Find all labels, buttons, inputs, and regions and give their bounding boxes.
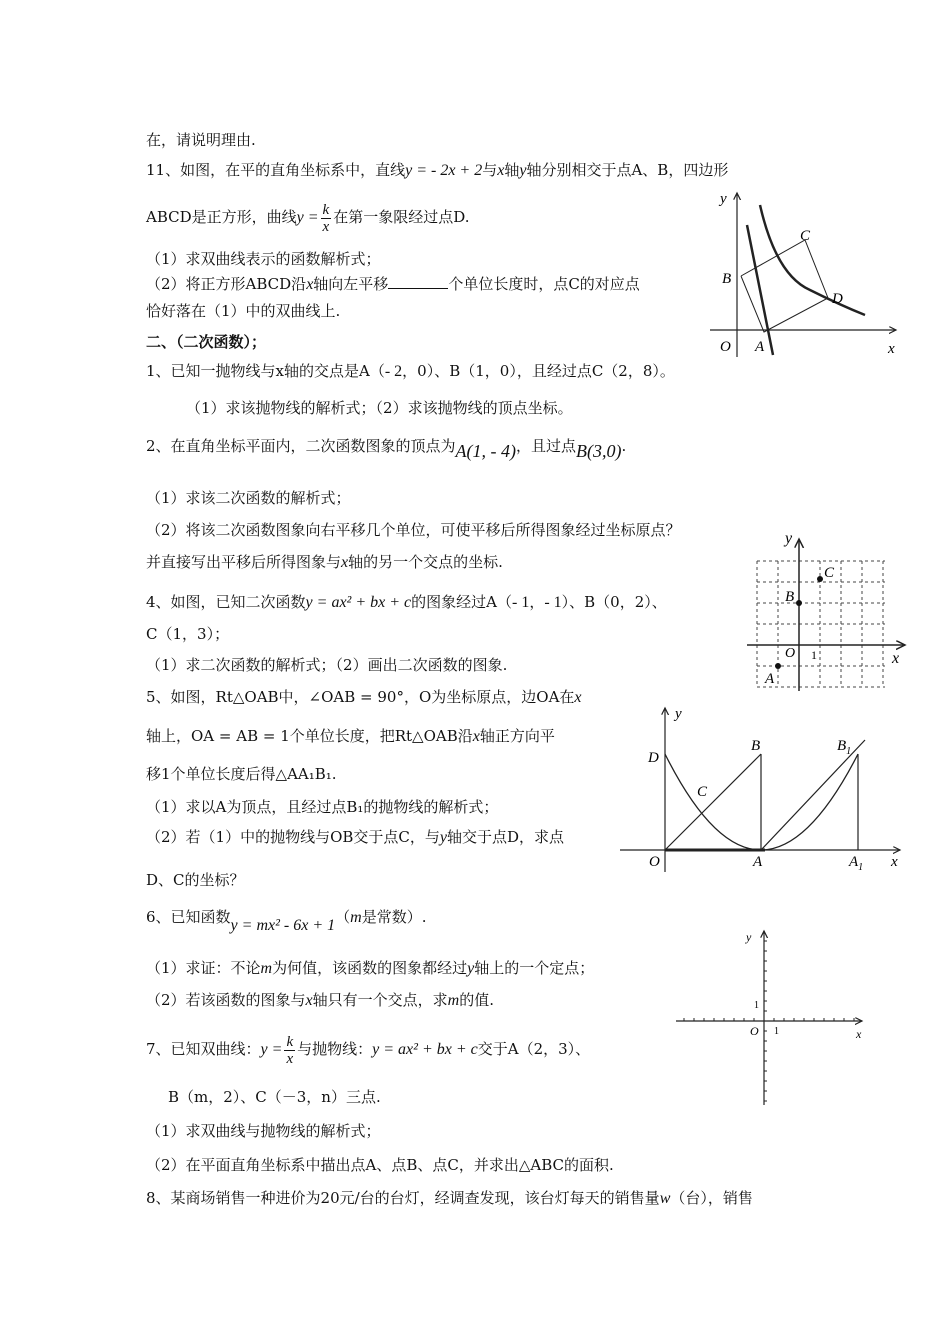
q5-part1-text: （1）求以A为顶点，且经过点B₁的抛物线的解析式；: [146, 798, 499, 816]
y-label: y: [720, 191, 727, 207]
q6-text: 的值.: [459, 991, 495, 1009]
q2-text: ，且过点: [516, 437, 577, 455]
segment-ob: [665, 754, 761, 850]
point-a1-label: $A_1$: [849, 854, 864, 873]
point-a-label: A: [765, 671, 775, 687]
q11-text: 个单位长度时，点C的对应点: [448, 275, 640, 293]
q7-y-eq: y =: [260, 1041, 283, 1058]
q5-text: 移1个单位长度后得△AA₁B₁.: [146, 765, 337, 783]
q6-text: 轴上的一个定点；: [474, 959, 595, 977]
q4-neg-one: - 1: [511, 594, 530, 611]
q11-text: 在第一象限经过点D.: [333, 208, 470, 226]
origin-label: O: [785, 646, 796, 661]
q11-text: 轴: [504, 161, 520, 179]
question-1: [146, 361, 675, 382]
q2-text: 并直接写出平移后所得图象与: [146, 553, 342, 571]
question-11-part-2-cont: [146, 301, 340, 321]
figure-grid-points: [745, 525, 910, 695]
q5-text: 轴交于点D，求点: [447, 828, 565, 846]
q4-text: ）、B（0，2）、: [561, 593, 667, 611]
section-2-heading: [146, 332, 266, 352]
q5-text: 轴上，OA = AB = 1个单位长度，把Rt△OAB沿: [146, 727, 473, 745]
q2-text: 轴的另一个交点的坐标.: [348, 553, 503, 571]
q6-m-var: m: [350, 909, 362, 926]
q11-text: 轴向左平移: [313, 275, 389, 293]
question-7-cont: [168, 1087, 381, 1107]
q4-text: 4、如图，已知二次函数: [146, 593, 306, 611]
q8-w-var: w: [659, 1190, 671, 1207]
q4-parts-text: （1）求二次函数的解析式；（2）画出二次函数的图象.: [146, 656, 508, 674]
q6-m-var: m: [260, 960, 273, 977]
q5-text: 轴正方向平: [479, 727, 555, 745]
question-2-part-2: [146, 520, 681, 540]
question-7: [146, 1032, 590, 1067]
x-label: x: [856, 1027, 862, 1041]
q11-x-var: x: [497, 162, 505, 179]
q1-text: 1、已知一抛物线与x轴的交点是A（: [146, 362, 385, 380]
q6-text: 6、已知函数: [146, 908, 231, 926]
question-6-part-1: [146, 958, 594, 979]
point-c-label: C: [824, 565, 835, 581]
k-over-x-fraction: [284, 1034, 295, 1067]
question-5-part-2: [146, 827, 564, 848]
figure-triangle-parabola: [615, 700, 910, 880]
question-11-part-1: [146, 249, 381, 269]
question-2-part-1: [146, 488, 351, 508]
vertex-point: A(1, - 4): [455, 441, 517, 461]
x-label: x: [891, 854, 898, 870]
q4-neg-one: - 1: [544, 594, 562, 611]
quadratic-equation: y = ax² + bx + c: [305, 594, 412, 611]
y-unit-label: 1: [754, 1000, 759, 1011]
text-line-1: [146, 130, 256, 150]
q11-text: ABCD是正方形，曲线: [146, 208, 297, 226]
fraction-denominator: x: [322, 218, 330, 235]
fraction-denominator: x: [286, 1050, 294, 1067]
q11-text: 恰好落在（1）中的双曲线上.: [146, 302, 341, 320]
q2-text: 2、在直角坐标平面内，二次函数图象的顶点为: [146, 437, 456, 455]
line-ab: [747, 225, 773, 355]
q2-part2-text: （2）将该二次函数图象向右平移几个单位，可使平移后所得图象经过坐标原点？: [146, 521, 681, 539]
q7-part2-text: （2）在平面直角坐标系中描出点A、点B、点C，并求出△ABC的面积.: [146, 1156, 614, 1174]
question-6: [146, 904, 427, 934]
q6-x-var: x: [305, 992, 313, 1009]
question-11-part-2: [146, 274, 640, 295]
q5-y-var: y: [439, 829, 447, 846]
question-5-part-2-cont: [146, 870, 245, 890]
y-label: y: [675, 706, 682, 722]
question-5-cont: [146, 726, 555, 747]
q7-text: 7、已知双曲线：: [146, 1040, 261, 1058]
q6-text: 为何值，该函数的图象都经过: [272, 959, 468, 977]
question-5: [146, 687, 582, 708]
figure-square-hyperbola: [700, 185, 910, 365]
q4-text: C（1，3）；: [146, 625, 230, 643]
figure-blank-axes: [670, 925, 870, 1110]
question-7-part-2: [146, 1155, 614, 1175]
question-5-part-1: [146, 797, 498, 817]
question-7-part-1: [146, 1121, 381, 1141]
k-over-x-fraction: [321, 202, 332, 235]
question-11-line-1: [146, 160, 728, 181]
q6-m-var: m: [447, 992, 460, 1009]
q5-x-var: x: [574, 689, 582, 706]
question-4: [146, 592, 667, 613]
q2-text: .: [621, 437, 627, 455]
question-5-cont-2: [146, 764, 337, 784]
q2-part1-text: （1）求该二次函数的解析式；: [146, 489, 351, 507]
point-c-label: C: [697, 784, 708, 800]
point-a: [775, 663, 781, 669]
q11-y-eq: y =: [296, 209, 319, 226]
question-2: [146, 432, 626, 459]
answer-blank[interactable]: [388, 274, 448, 289]
q11-part1-text: （1）求双曲线表示的函数解析式；: [146, 250, 381, 268]
q7-part1-text: （1）求双曲线与抛物线的解析式；: [146, 1122, 381, 1140]
point-a-label: A: [753, 854, 763, 870]
q5-text: D、C的坐标？: [146, 871, 245, 889]
origin-label: O: [649, 854, 660, 870]
question-2-part-2-cont: [146, 552, 503, 573]
q6-text: 轴只有一个交点，求: [312, 991, 448, 1009]
q7-text: 交于A（2，3）、: [477, 1040, 591, 1058]
q1-parts-text: （1）求该抛物线的解析式；（2）求该抛物线的顶点坐标。: [186, 399, 573, 417]
q5-text: （2）若（1）中的抛物线与OB交于点C，与: [146, 828, 440, 846]
unit-label: 1: [811, 648, 817, 662]
q11-y-var: y: [519, 162, 527, 179]
point-d-label: D: [648, 750, 659, 766]
section-title: 二、（二次函数）；: [146, 333, 267, 351]
square-abcd: [741, 240, 828, 332]
question-4-parts: [146, 655, 507, 675]
fraction-numerator: k: [322, 201, 330, 218]
q2-x-var: x: [341, 554, 349, 571]
q11-text: （2）将正方形ABCD沿: [146, 275, 307, 293]
reason-text: 在，请说明理由.: [146, 131, 256, 149]
point-b: [796, 600, 802, 606]
q11-text: 轴分别相交于点A、B，四边形: [526, 161, 729, 179]
q6-text: （2）若该函数的图象与: [146, 991, 306, 1009]
point-b1-label: $B_1$: [837, 738, 852, 757]
q1-text: ，0）、B（1，0），且经过点C（2，8）。: [402, 362, 675, 380]
point-c-label: C: [800, 228, 811, 244]
point-b: B(3,0): [576, 441, 622, 461]
point-b-label: B: [785, 589, 795, 605]
q6-text: （: [335, 908, 351, 926]
q11-line-equation: y = - 2x + 2: [405, 162, 483, 179]
q8-text: （台），销售: [670, 1189, 753, 1207]
q5-text: 5、如图，Rt△OAB中，∠OAB = 90°，O为坐标原点，边OA在: [146, 688, 575, 706]
x-label: x: [888, 341, 895, 357]
parabola-equation: y = ax² + bx + c: [372, 1041, 478, 1058]
q1-neg-two: - 2: [384, 363, 403, 380]
question-11-line-2: [146, 200, 469, 235]
origin-label: O: [750, 1024, 759, 1038]
q11-x-var: x: [306, 276, 314, 293]
q6-equation: y = mx² - 6x + 1: [230, 917, 336, 934]
x-label: x: [892, 650, 900, 667]
y-label: y: [746, 930, 752, 944]
q11-text: 11、如图，在平的直角坐标系中，直线: [146, 161, 406, 179]
q7-text: B（m，2）、C（－3，n）三点.: [168, 1088, 381, 1106]
fraction-numerator: k: [286, 1033, 294, 1050]
point-b-label: B: [722, 271, 732, 287]
q4-text: ，: [529, 593, 545, 611]
x-unit-label: 1: [774, 1026, 779, 1037]
q4-text: 的图象经过A（: [411, 593, 512, 611]
origin-label: O: [720, 339, 731, 355]
question-6-part-2: [146, 990, 494, 1011]
q7-text: 与抛物线：: [297, 1040, 373, 1058]
point-c: [817, 576, 823, 582]
question-4-cont: [146, 624, 229, 644]
q6-text: （1）求证：不论: [146, 959, 261, 977]
q5-x-var: x: [472, 728, 480, 745]
q6-text: 是常数）.: [361, 908, 427, 926]
question-1-parts: [186, 398, 573, 418]
q11-text: 与: [482, 161, 498, 179]
point-b-label: B: [751, 738, 761, 754]
point-d-label: D: [832, 291, 843, 307]
question-8: [146, 1188, 753, 1209]
y-label: y: [785, 530, 793, 547]
q6-y-var: y: [467, 960, 475, 977]
point-a-label: A: [755, 339, 765, 355]
q8-text: 8、某商场销售一种进价为20元/台的台灯，经调查发现，该台灯每天的销售量: [146, 1189, 660, 1207]
